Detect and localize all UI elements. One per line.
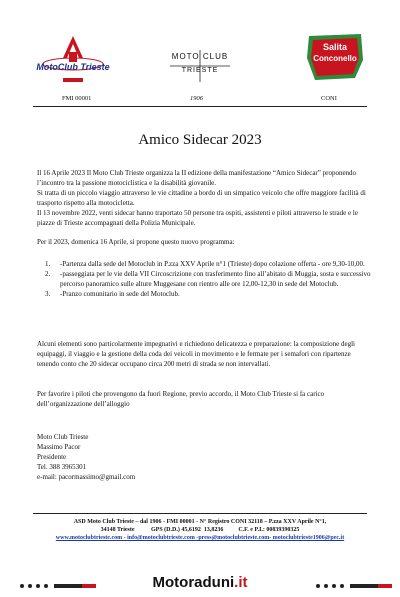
- footer-line-2: 34148 Trieste GPS (D.D.) 45,6192 13,8236 C.F. e P.I.: 00839390325: [100, 527, 300, 533]
- paragraph-1: Il 16 Aprile 2023 Il Moto Club Trieste organizza la II edizione della manifestazione “Amico Sidecar” proponendo l’incontro tra la passione motociclistica e la disabilità giovanile.: [37, 169, 357, 187]
- salita-conconello-logo-bottom: Conconello: [313, 54, 357, 63]
- signature-name: Massimo Pacor: [37, 443, 81, 451]
- program-list: [37, 259, 371, 299]
- footer-rule: [33, 513, 367, 514]
- signature-block: [37, 432, 371, 482]
- salita-conconello-logo-top: Salita: [322, 42, 347, 52]
- paragraph-3: Il 13 novembre 2022, venti sidecar hanno traportato 50 persone tra ospiti, assistenti e piloti attraverso le strade e le piazze di Trieste accompagnati della Polizia Municipale.: [37, 209, 358, 227]
- signature-tel: Tel. 388 3965301: [37, 463, 87, 471]
- footer-line-1: ASD Moto Club Trieste – dal 1906 - FMI 00001 - N° Registro CONI 32118 – P.zza XXV Aprile N°1,: [73, 519, 327, 525]
- motoclub-trieste-logo: [33, 34, 113, 86]
- program-item: 2. -passeggiata per le vie della VII Circoscrizione con trasferimento fino all’abitato di Muggia, sosta e successivo percorso panoramico sulle alture Muggesane con rientro alle ore 12,00-12,30 in sede del Motoclub.: [45, 270, 371, 288]
- paragraph-2: Si tratta di un piccolo viaggio attraverso le vie cittadine a bordo di un simpatico veicolo che offre maggiore facilità di trasporto rispetto alla motocicletta.: [37, 189, 366, 207]
- intro-paragraphs: [37, 168, 371, 228]
- signature-org: Moto Club Trieste: [37, 433, 89, 441]
- code-fmi: FMI 00001: [62, 95, 92, 102]
- moto-club-center-logo-top: MOTO CLUB: [171, 52, 229, 61]
- note-paragraph: Alcuni elementi sono particolarmente impegnativi e richiedono delicatezza e preparazione: la composizione degli equipaggi, il viaggio e la gestione della coda dei veicoli in movimento e le fermate per i semafori con ripartenze tenendo conto che 20 sidecar occupano circa 200 metri di strada se non intervallati.: [37, 340, 355, 368]
- signature-role: Presidente: [37, 453, 67, 461]
- program-item: 3. -Pranzo comunitario in sede del Motoclub.: [45, 290, 180, 298]
- motoraduni-logo[interactable]: Motoraduni.it: [152, 574, 248, 591]
- footer-address: [0, 518, 400, 542]
- page-title: Amico Sidecar 2023: [138, 132, 262, 148]
- moto-club-center-logo-bottom: TRIESTE: [181, 67, 219, 74]
- signature-email: e-mail: pacormassimo@gmail.com: [37, 473, 136, 481]
- program-item: 1. -Partenza dalla sede del Motoclub in P.zza XXV Aprile n°1 (Trieste) dopo colazione offerta - ore 9,30-10,00.: [45, 260, 365, 268]
- code-year: 1906: [190, 95, 203, 102]
- footer-links[interactable]: www.motoclubtrieste.com - info@motoclubtrieste.com -press@motoclubtrieste.com- motoclubtrieste1906@pec.it: [55, 535, 345, 541]
- closing-paragraph: Per favorire i piloti che provengono da fuori Regione, previo accordo, il Moto Club Trieste si fa carico dell’organizzazione dell’alloggio: [37, 390, 325, 408]
- program-intro: Per il 2023, domenica 16 Aprile, si propone questo nuovo programma:: [37, 238, 235, 246]
- header-rule: [33, 106, 367, 107]
- code-coni: CONI: [321, 95, 337, 102]
- motoclub-trieste-logo-text: MotoClub Trieste: [36, 62, 110, 72]
- logo-row: [0, 0, 400, 96]
